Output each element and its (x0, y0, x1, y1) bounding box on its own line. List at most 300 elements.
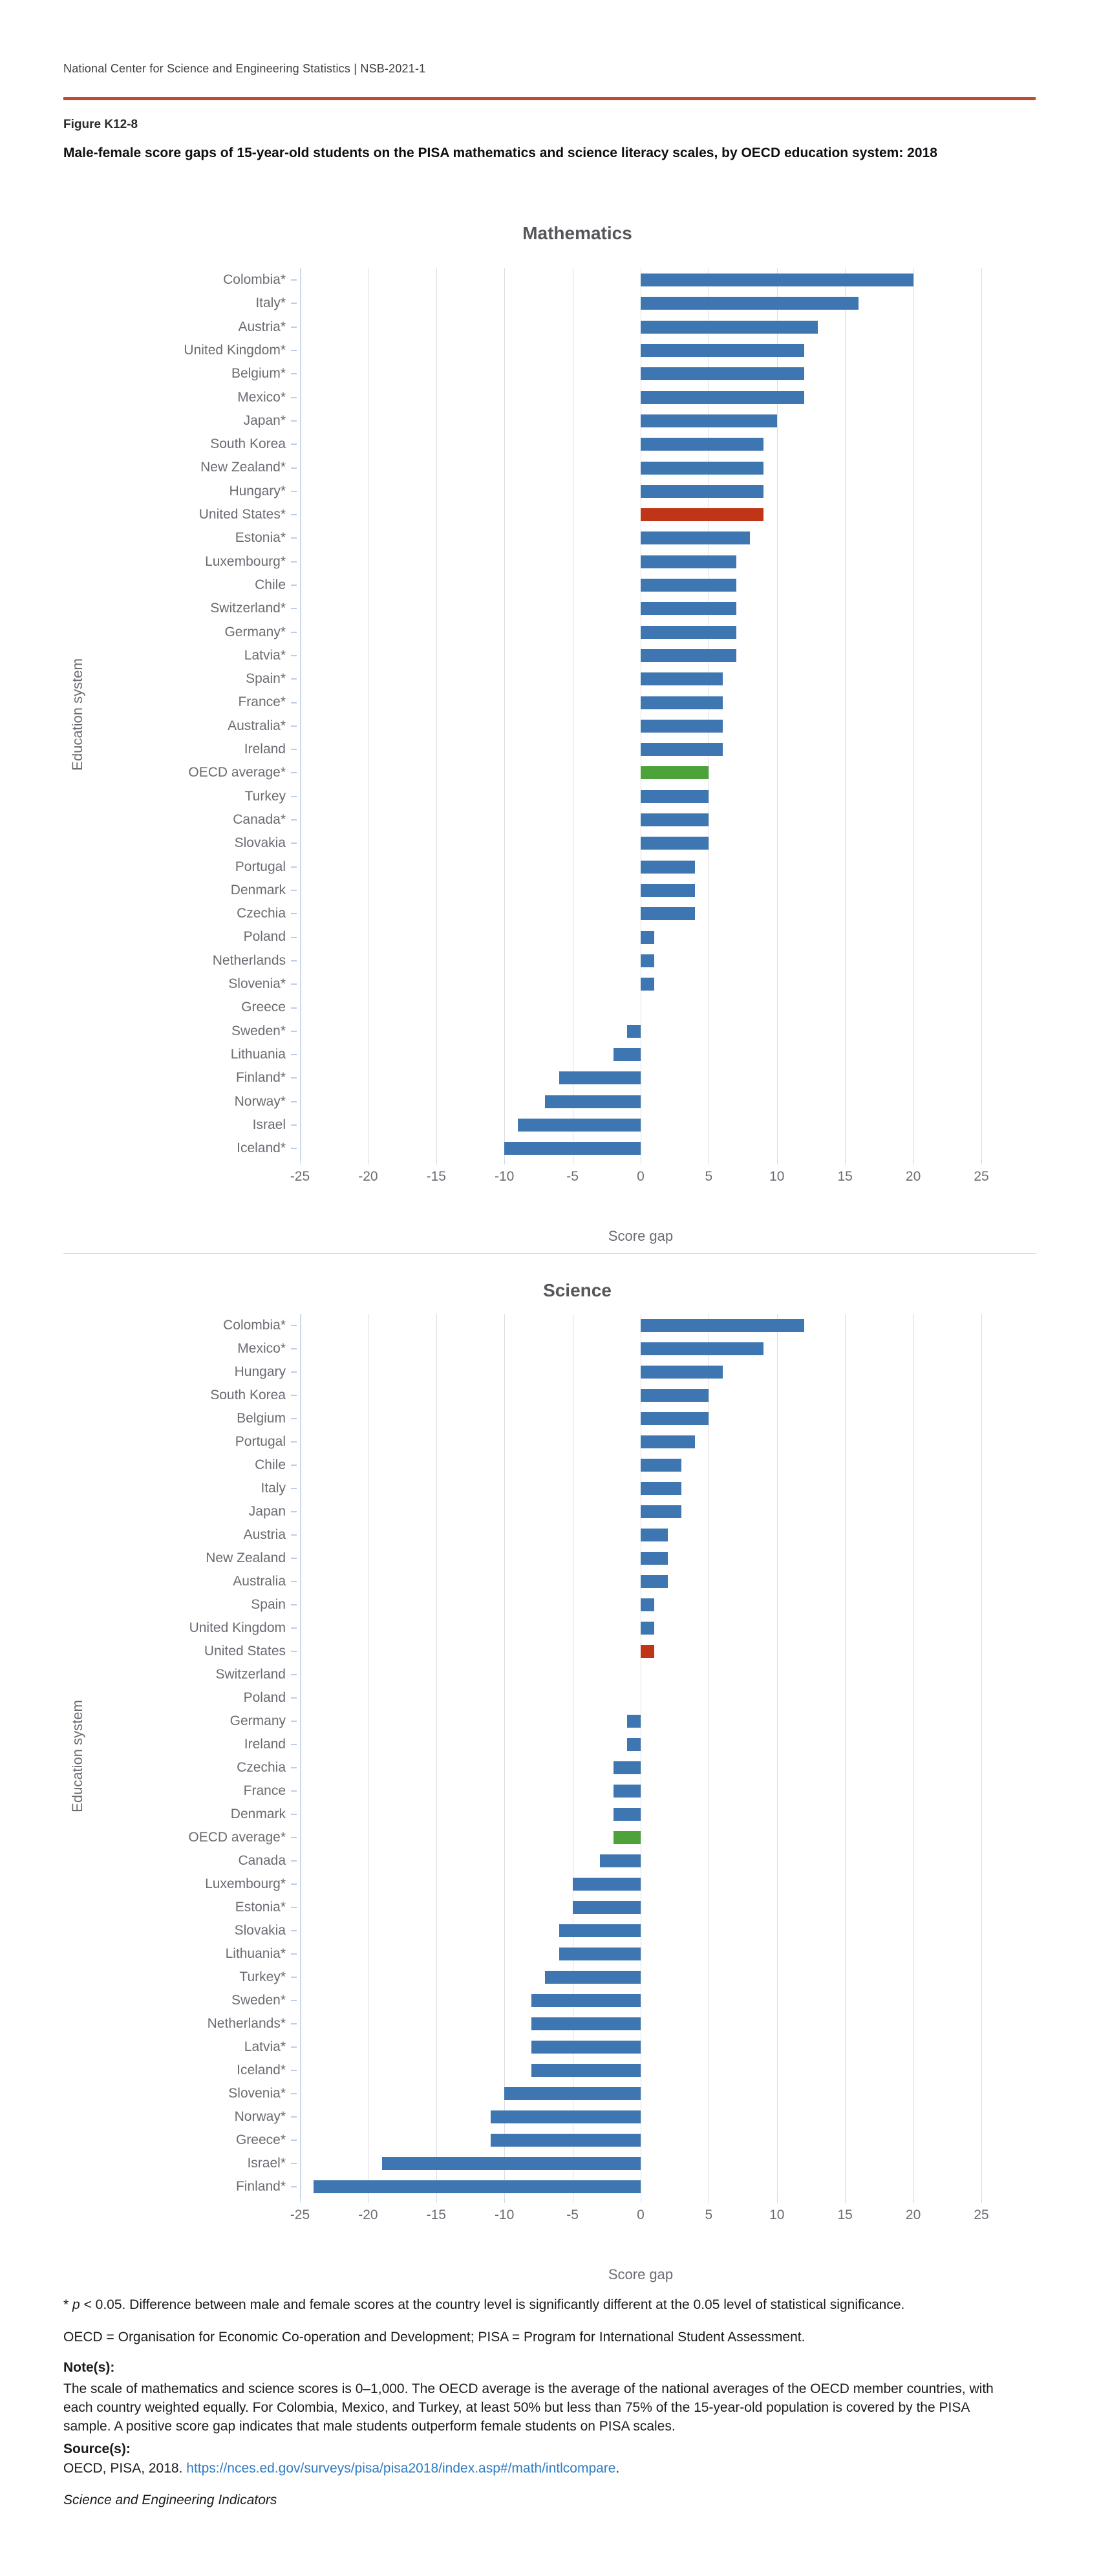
score-bar[interactable] (641, 1342, 763, 1355)
x-tick-label: 10 (769, 1169, 785, 1185)
x-tick-label: -15 (426, 2207, 446, 2222)
y-axis-tick (291, 420, 297, 422)
score-bar[interactable] (614, 1761, 641, 1774)
y-axis-tick (291, 2186, 297, 2187)
score-bar[interactable] (614, 1048, 641, 1061)
country-label: New Zealand* (200, 460, 286, 475)
score-bar[interactable] (641, 907, 695, 920)
score-bar[interactable] (641, 391, 804, 404)
score-bar[interactable] (641, 837, 709, 850)
y-axis-tick (291, 350, 297, 351)
y-axis-tick (291, 1077, 297, 1079)
gridline (845, 1314, 846, 2198)
x-tick-label: 0 (637, 1169, 645, 1185)
score-bar[interactable] (641, 602, 736, 615)
y-axis-tick (291, 1148, 297, 1149)
score-bar[interactable] (573, 1901, 641, 1914)
x-tick-label: 15 (837, 2207, 853, 2222)
y-axis-title: Education system (69, 658, 85, 771)
country-label: Denmark (230, 1807, 286, 1821)
y-axis-tick (291, 608, 297, 609)
source-text: OECD, PISA, 2018. (63, 2461, 187, 2476)
x-tick-label: 20 (905, 1169, 921, 1185)
country-label: United Kingdom* (184, 342, 286, 358)
country-label: United Kingdom (189, 1620, 286, 1635)
gridline (981, 1314, 982, 2198)
score-bar[interactable] (614, 1831, 641, 1844)
country-label: Finland* (235, 1070, 286, 1086)
country-label: Germany (229, 1713, 286, 1728)
y-axis-tick (291, 537, 297, 539)
country-label: Ireland (244, 742, 286, 757)
country-label: Portugal (235, 859, 286, 874)
y-axis-tick (291, 819, 297, 821)
country-label: Latvia* (244, 647, 286, 663)
source-label: Source(s): (63, 2442, 131, 2456)
y-axis-tick (291, 467, 297, 469)
country-label: Hungary (234, 1364, 286, 1379)
y-axis-tick (291, 1860, 297, 1862)
score-bar[interactable] (641, 861, 695, 874)
x-tick-label: -5 (566, 1169, 579, 1185)
y-axis-tick (291, 327, 297, 328)
country-label: Poland (243, 929, 286, 945)
country-label: Chile (255, 577, 286, 592)
score-bar[interactable] (641, 321, 818, 334)
country-label: Turkey* (239, 1970, 286, 1984)
country-label: France* (238, 694, 286, 710)
country-label: Belgium* (231, 366, 286, 381)
y-axis-tick (291, 585, 297, 586)
score-bar[interactable] (641, 462, 763, 475)
score-bar[interactable] (641, 696, 723, 709)
y-axis-tick (291, 1604, 297, 1605)
score-bar[interactable] (641, 1505, 681, 1518)
y-axis-tick (291, 1884, 297, 1885)
y-axis-tick (291, 1721, 297, 1722)
y-axis-tick (291, 937, 297, 938)
x-axis-tick (845, 2198, 846, 2203)
x-tick-label: 5 (705, 2207, 713, 2222)
country-label: Lithuania (230, 1046, 286, 1062)
country-label: Czechia (237, 906, 286, 921)
y-axis-tick (291, 279, 297, 281)
x-axis-title: Score gap (608, 2266, 674, 2282)
country-label: Denmark (230, 882, 286, 897)
gridline (504, 1314, 505, 2198)
score-bar[interactable] (614, 1785, 641, 1798)
score-bar[interactable] (641, 344, 804, 357)
x-axis-tick (777, 1160, 778, 1165)
significance-footnote (63, 2297, 904, 2313)
score-bar[interactable] (641, 978, 654, 991)
score-bar[interactable] (641, 931, 654, 944)
figure-title: Male-female score gaps of 15-year-old students on the PISA mathematics and science literacy scales, by OECD education system: 2018 (63, 145, 937, 160)
gridline (981, 268, 982, 1160)
country-label: Spain (251, 1597, 286, 1612)
score-bar[interactable] (641, 1645, 654, 1658)
score-bar[interactable] (545, 1095, 641, 1108)
significance-p: p (72, 2297, 80, 2312)
y-axis-tick (291, 444, 297, 445)
score-bar[interactable] (641, 626, 736, 639)
x-tick-label: -10 (495, 1169, 515, 1185)
score-bar[interactable] (641, 1552, 668, 1565)
score-bar[interactable] (559, 1948, 641, 1960)
score-bar[interactable] (491, 2110, 641, 2123)
y-axis-tick (291, 561, 297, 563)
country-label: United States (204, 1644, 286, 1658)
x-tick-label: 25 (974, 1169, 989, 1185)
gridline (300, 1314, 301, 2198)
score-bar[interactable] (600, 1854, 641, 1867)
x-tick-label: 20 (905, 2207, 921, 2222)
country-label: Latvia* (244, 2039, 286, 2054)
score-bar[interactable] (641, 1529, 668, 1541)
country-label: Japan* (243, 413, 286, 428)
country-label: Switzerland (215, 1667, 286, 1682)
y-axis-tick (291, 913, 297, 914)
x-axis-tick (981, 1160, 982, 1165)
y-axis-tick (291, 1581, 297, 1582)
y-axis-tick (291, 1054, 297, 1055)
country-label: Israel* (247, 2156, 286, 2171)
country-label: Portugal (235, 1434, 286, 1449)
x-axis-title: Score gap (608, 1228, 674, 1245)
x-axis-tick (981, 2198, 982, 2203)
country-label: Turkey (244, 788, 286, 804)
country-label: Germany* (224, 624, 286, 639)
y-axis-tick (291, 2070, 297, 2071)
country-label: Iceland* (237, 2063, 286, 2077)
source-suffix: . (615, 2461, 620, 2476)
y-axis-tick (291, 1697, 297, 1699)
gridline (845, 268, 846, 1160)
country-label: Chile (255, 1457, 286, 1472)
country-label: Italy (261, 1481, 286, 1496)
score-bar[interactable] (641, 743, 723, 756)
x-axis-tick (504, 1160, 505, 1165)
section-divider (63, 1253, 1036, 1254)
score-bar[interactable] (627, 1738, 641, 1751)
y-axis-tick (291, 1348, 297, 1349)
x-axis-tick (777, 2198, 778, 2203)
y-axis-tick (291, 2163, 297, 2164)
chart-title: Mathematics (522, 223, 632, 243)
y-axis-tick (291, 1395, 297, 1396)
x-tick-label: -15 (426, 1169, 446, 1185)
x-tick-label: -5 (566, 2207, 579, 2222)
country-label: Australia* (228, 718, 286, 733)
country-label: Netherlands (212, 952, 286, 968)
y-axis-tick (291, 1465, 297, 1466)
y-axis-tick (291, 2046, 297, 2048)
y-axis-tick (291, 1101, 297, 1102)
y-axis-tick (291, 655, 297, 656)
score-bar[interactable] (641, 766, 709, 779)
score-bar[interactable] (641, 1412, 709, 1425)
country-label: Colombia* (223, 272, 286, 287)
gridline (300, 268, 301, 1160)
country-label: South Korea (210, 436, 286, 452)
y-axis-tick (291, 725, 297, 727)
score-bar[interactable] (504, 1142, 641, 1155)
y-axis-tick (291, 1790, 297, 1792)
y-axis-tick (291, 1977, 297, 1978)
country-label: Luxembourg* (205, 1876, 286, 1891)
y-axis-tick (291, 1767, 297, 1768)
score-bar[interactable] (641, 813, 709, 826)
y-axis-tick (291, 866, 297, 868)
y-axis-tick (291, 1907, 297, 1908)
x-tick-label: -25 (290, 1169, 310, 1185)
score-bar[interactable] (641, 579, 736, 592)
score-bar[interactable] (641, 297, 859, 310)
score-bar[interactable] (641, 1482, 681, 1495)
country-label: Greece* (235, 2132, 286, 2147)
country-label: OECD average* (188, 1830, 286, 1845)
score-bar[interactable] (641, 1459, 681, 1472)
country-label: Mexico* (237, 389, 286, 405)
country-label: Colombia* (223, 1318, 286, 1333)
gridline (777, 1314, 778, 2198)
significance-text: < 0.05. Difference between male and female scores at the country level is significantly different at the 0.05 level of statistical significance. (80, 2297, 905, 2312)
y-axis-tick (291, 303, 297, 304)
score-bar[interactable] (504, 2087, 641, 2100)
y-axis-tick (291, 373, 297, 374)
y-axis-title: Education system (69, 1700, 85, 1812)
score-bar[interactable] (641, 649, 736, 662)
y-axis-tick (291, 702, 297, 703)
country-label: Ireland (244, 1737, 286, 1752)
score-bar[interactable] (641, 414, 777, 427)
y-axis-tick (291, 2140, 297, 2141)
country-label: Estonia* (235, 530, 286, 546)
gridline (436, 268, 437, 1160)
country-label: Mexico* (237, 1341, 286, 1356)
y-axis-tick (291, 397, 297, 398)
y-axis-tick (291, 2116, 297, 2118)
country-label: Sweden* (231, 1023, 286, 1038)
y-axis-tick (291, 1930, 297, 1931)
score-bar[interactable] (641, 438, 763, 451)
country-label: OECD average* (188, 765, 286, 780)
score-bar[interactable] (641, 531, 750, 544)
y-axis-tick (291, 1031, 297, 1032)
country-label: Italy* (255, 295, 286, 311)
x-tick-label: 10 (769, 2207, 785, 2222)
country-label: Estonia* (235, 1900, 286, 1915)
y-axis-tick (291, 1674, 297, 1675)
y-axis-tick (291, 1511, 297, 1512)
x-tick-label: 25 (974, 2207, 989, 2222)
chart-title: Science (543, 1280, 612, 1300)
x-axis-tick (913, 1160, 914, 1165)
score-bar[interactable] (641, 720, 723, 733)
score-bar[interactable] (641, 485, 763, 498)
y-axis-tick (291, 1814, 297, 1815)
country-label: United States* (198, 507, 286, 522)
country-label: Slovenia* (228, 976, 286, 991)
score-bar[interactable] (641, 790, 709, 803)
y-axis-tick (291, 1007, 297, 1009)
x-tick-label: -20 (358, 2207, 378, 2222)
score-bar[interactable] (559, 1071, 641, 1084)
score-bar[interactable] (531, 1994, 641, 2007)
score-bar[interactable] (641, 508, 763, 521)
score-bar[interactable] (641, 1598, 654, 1611)
score-bar[interactable] (641, 1389, 709, 1402)
source-link[interactable]: https://nces.ed.gov/surveys/pisa/pisa2018/index.asp#/math/intlcompare (186, 2461, 616, 2476)
x-axis-tick (504, 2198, 505, 2203)
score-bar[interactable] (491, 2134, 641, 2147)
x-axis-tick (436, 1160, 437, 1165)
y-axis-tick (291, 2000, 297, 2001)
score-bar[interactable] (627, 1715, 641, 1728)
y-axis-tick (291, 843, 297, 844)
y-axis-tick (291, 1418, 297, 1419)
score-bar[interactable] (641, 954, 654, 967)
source-line (63, 2461, 619, 2476)
score-bar[interactable] (531, 2017, 641, 2030)
notes-text: The scale of mathematics and science scores is 0–1,000. The OECD average is the average of the national averages of the OECD member countries, with each country weighted equally. For Colombia, Mexico, and Turkey, at least 50% but less than 75% of the 15-year-old population is covered by the PISA sample. A positive score gap indicates that male students outperform female students on PISA scales. (63, 2381, 994, 2434)
x-tick-label: 0 (637, 2207, 645, 2222)
y-axis-tick (291, 1534, 297, 1536)
gridline (504, 268, 505, 1160)
y-axis-tick (291, 514, 297, 515)
country-label: Israel (252, 1117, 286, 1132)
country-label: Slovakia (234, 835, 286, 851)
y-axis-tick (291, 1651, 297, 1652)
country-label: Australia (233, 1574, 286, 1589)
y-axis-tick (291, 1744, 297, 1745)
score-bar[interactable] (545, 1971, 641, 1984)
country-label: New Zealand (206, 1551, 286, 1565)
country-label: Canada (238, 1853, 286, 1868)
country-label: Lithuania* (225, 1946, 286, 1961)
country-label: Switzerland* (210, 601, 286, 616)
x-tick-label: -25 (290, 2207, 310, 2222)
country-label: Czechia (237, 1760, 286, 1775)
page-header: National Center for Science and Engineering Statistics | NSB-2021-1 (63, 62, 426, 75)
y-axis-tick (291, 796, 297, 797)
x-tick-label: -10 (495, 2207, 515, 2222)
country-label: Austria* (238, 319, 286, 334)
country-label: France (243, 1783, 286, 1798)
country-label: Belgium (237, 1411, 286, 1426)
x-tick-label: 15 (837, 1169, 853, 1185)
score-bar[interactable] (559, 1924, 641, 1937)
country-label: Hungary* (229, 483, 286, 499)
country-label: Spain* (246, 671, 286, 687)
brand-line: Science and Engineering Indicators (63, 2493, 277, 2507)
y-axis-tick (291, 772, 297, 773)
score-bar[interactable] (531, 2064, 641, 2077)
score-bar[interactable] (641, 1575, 668, 1588)
header-rule (63, 97, 1036, 100)
score-bar[interactable] (573, 1878, 641, 1891)
country-label: Finland* (235, 2179, 286, 2194)
y-axis-tick (291, 1441, 297, 1443)
country-label: Poland (243, 1690, 286, 1705)
y-axis-tick (291, 1837, 297, 1838)
y-axis-tick (291, 1325, 297, 1326)
y-axis-tick (291, 960, 297, 961)
significance-star: * (63, 2297, 73, 2312)
y-axis-tick (291, 632, 297, 633)
score-bar[interactable] (641, 884, 695, 897)
figure-label: Figure K12-8 (63, 118, 138, 131)
gridline (436, 1314, 437, 2198)
score-bar[interactable] (518, 1119, 641, 1132)
x-axis-tick (845, 1160, 846, 1165)
country-label: Greece (241, 1000, 286, 1015)
y-axis-tick (291, 890, 297, 891)
score-bar[interactable] (627, 1025, 641, 1038)
score-bar[interactable] (641, 1622, 654, 1635)
country-label: Japan (248, 1504, 286, 1519)
science-chart (63, 1280, 989, 2308)
x-axis-tick (913, 2198, 914, 2203)
y-axis-tick (291, 1953, 297, 1955)
y-axis-tick (291, 491, 297, 492)
country-label: Slovenia* (228, 2086, 286, 2101)
y-axis-tick (291, 749, 297, 750)
score-bar[interactable] (641, 672, 723, 685)
score-bar[interactable] (614, 1808, 641, 1821)
score-bar[interactable] (641, 274, 913, 286)
x-tick-label: -20 (358, 1169, 378, 1185)
country-label: Norway* (234, 2109, 286, 2124)
x-axis-tick (300, 2198, 301, 2203)
gridline (913, 1314, 914, 2198)
country-label: Norway* (234, 1093, 286, 1109)
x-axis-tick (436, 2198, 437, 2203)
abbreviations-footnote: OECD = Organisation for Economic Co-operation and Development; PISA = Program for International Student Assessment. (63, 2330, 806, 2345)
y-axis-tick (291, 1488, 297, 1489)
country-label: Austria (243, 1527, 286, 1542)
y-axis-tick (291, 1627, 297, 1629)
notes-label: Note(s): (63, 2360, 115, 2375)
y-axis-tick (291, 983, 297, 985)
country-label: South Korea (210, 1388, 286, 1402)
y-axis-tick (291, 1124, 297, 1126)
y-axis-tick (291, 2023, 297, 2024)
gridline (913, 268, 914, 1160)
y-axis-tick (291, 2093, 297, 2094)
score-bar[interactable] (641, 1366, 723, 1379)
country-label: Slovakia (234, 1923, 286, 1938)
country-label: Sweden* (231, 1993, 286, 2008)
score-bar[interactable] (641, 555, 736, 568)
x-axis-tick (300, 1160, 301, 1165)
score-bar[interactable] (641, 1435, 695, 1448)
score-bar[interactable] (314, 2180, 641, 2193)
mathematics-chart (63, 223, 989, 1270)
country-label: Netherlands* (207, 2016, 286, 2031)
x-tick-label: 5 (705, 1169, 713, 1185)
country-label: Luxembourg* (205, 553, 286, 569)
score-bar[interactable] (641, 367, 804, 380)
y-axis-tick (291, 1371, 297, 1373)
y-axis-tick (291, 1558, 297, 1559)
y-axis-tick (291, 678, 297, 680)
score-bar[interactable] (382, 2157, 641, 2170)
score-bar[interactable] (531, 2041, 641, 2054)
country-label: Canada* (233, 811, 286, 827)
score-bar[interactable] (641, 1319, 804, 1332)
country-label: Iceland* (237, 1141, 286, 1156)
